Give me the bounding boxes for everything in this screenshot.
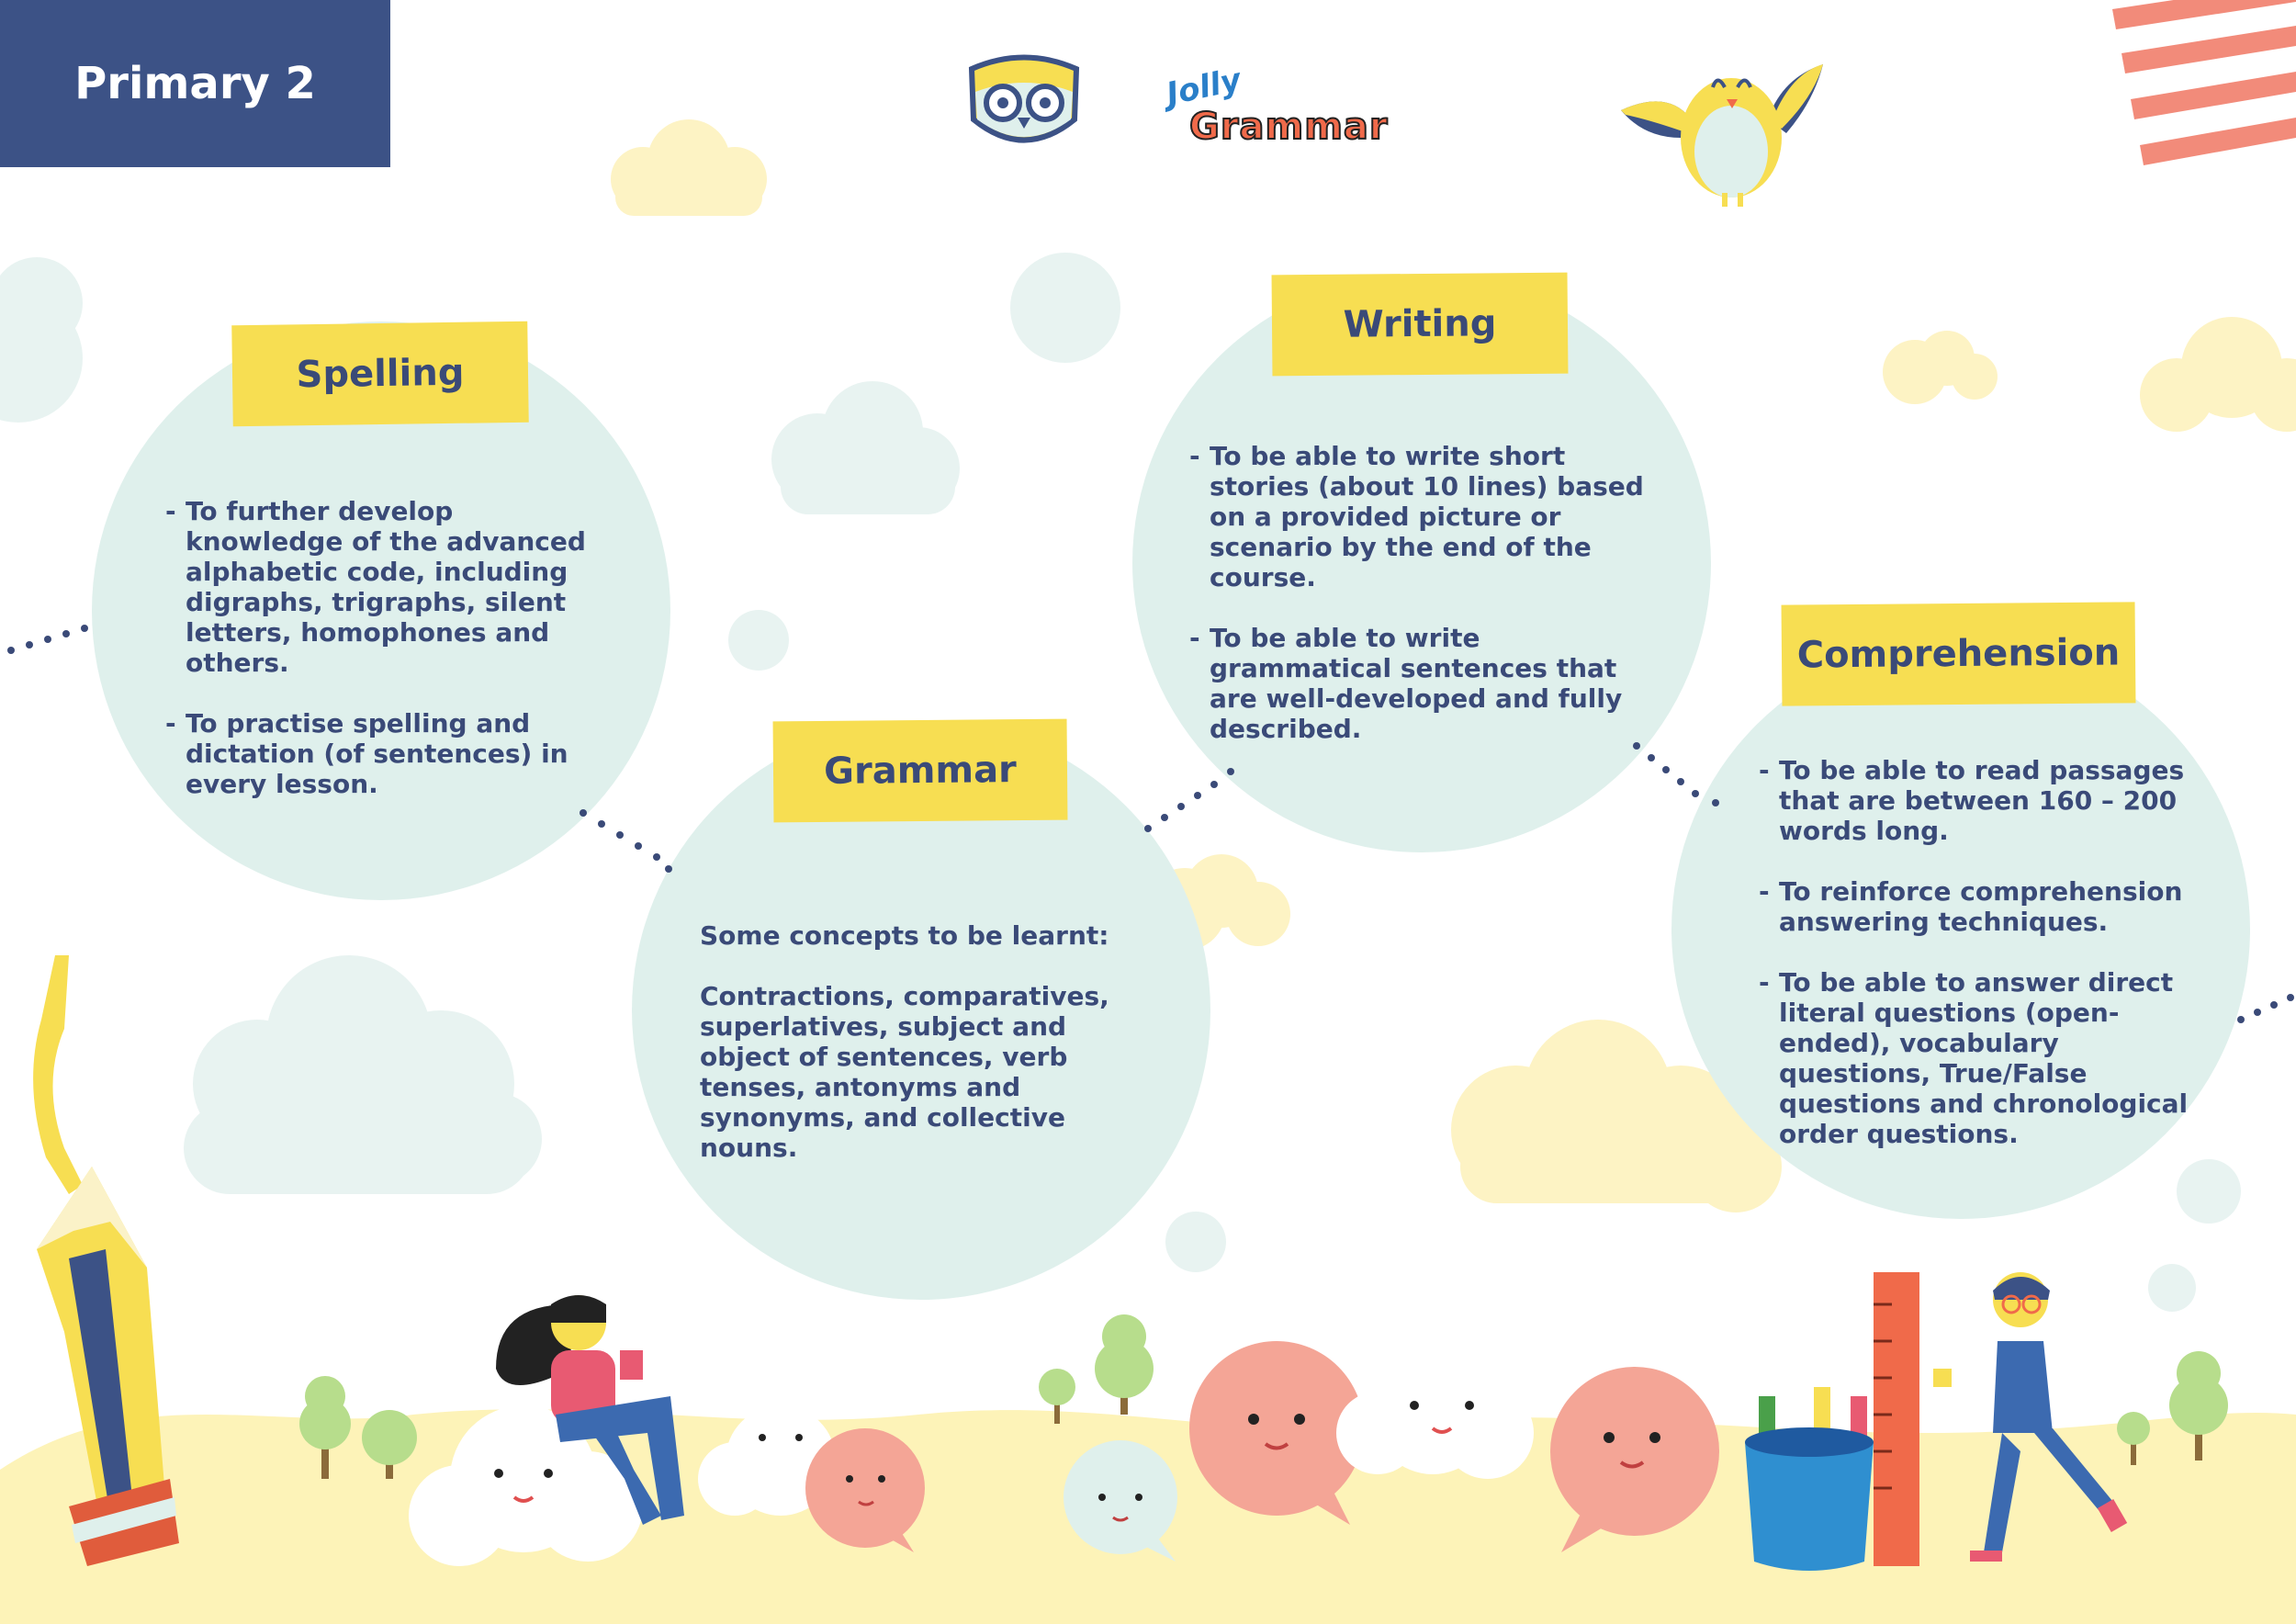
writing-bullet: - To be able to write grammatical sentences that are well-developed and fully described. [1189,623,1623,744]
grammar-label: Grammar [773,719,1068,823]
spelling-label: Spelling [231,321,529,426]
grammar-body: Contractions, comparatives, superlatives, subject and object of sentences, verb tenses, antonyms and synonyms, and collective nouns. [700,981,1109,1163]
jolly-grammar-logo [1162,61,1401,152]
spelling-text [165,496,615,829]
spelling-bullet: - To further develop knowledge of the advanced alphabetic code, including digraphs, trigraphs, silent letters, homophones and others. [165,496,586,678]
grade-header [0,0,390,167]
comprehension-bullet: - To be able to answer direct literal questions (open-ended), vocabulary questions, True/False questions and chronological order questions. [1759,967,2189,1149]
writing-bullet: - To be able to write short stories (about 10 lines) based on a provided picture or scenario by the end of the course. [1189,441,1644,592]
comprehension-bullet: - To reinforce comprehension answering techniques. [1759,876,2183,937]
writing-text [1189,441,1667,774]
comprehension-text [1759,755,2218,1179]
stripes-decoration [2112,0,2296,165]
logo-jolly-text: Jolly [1163,61,1244,114]
pencil-cup-icon [1745,1272,1919,1571]
owl-face-icon [972,58,1076,141]
comprehension-label: Comprehension [1782,602,2136,705]
grade-title: Primary 2 [74,58,316,109]
flying-owl-icon [1621,64,1823,207]
logo-grammar-text [1189,106,1389,148]
spelling-bullet: - To practise spelling and dictation (of sentences) in every lesson. [165,708,568,799]
grammar-text [700,920,1150,1193]
writing-label: Writing [1272,273,1569,377]
grammar-intro: Some concepts to be learnt: [700,920,1109,951]
logo-grammar-word: Grammar [1189,106,1389,148]
comprehension-bullet: - To be able to read passages that are between 160 – 200 words long. [1759,755,2185,846]
